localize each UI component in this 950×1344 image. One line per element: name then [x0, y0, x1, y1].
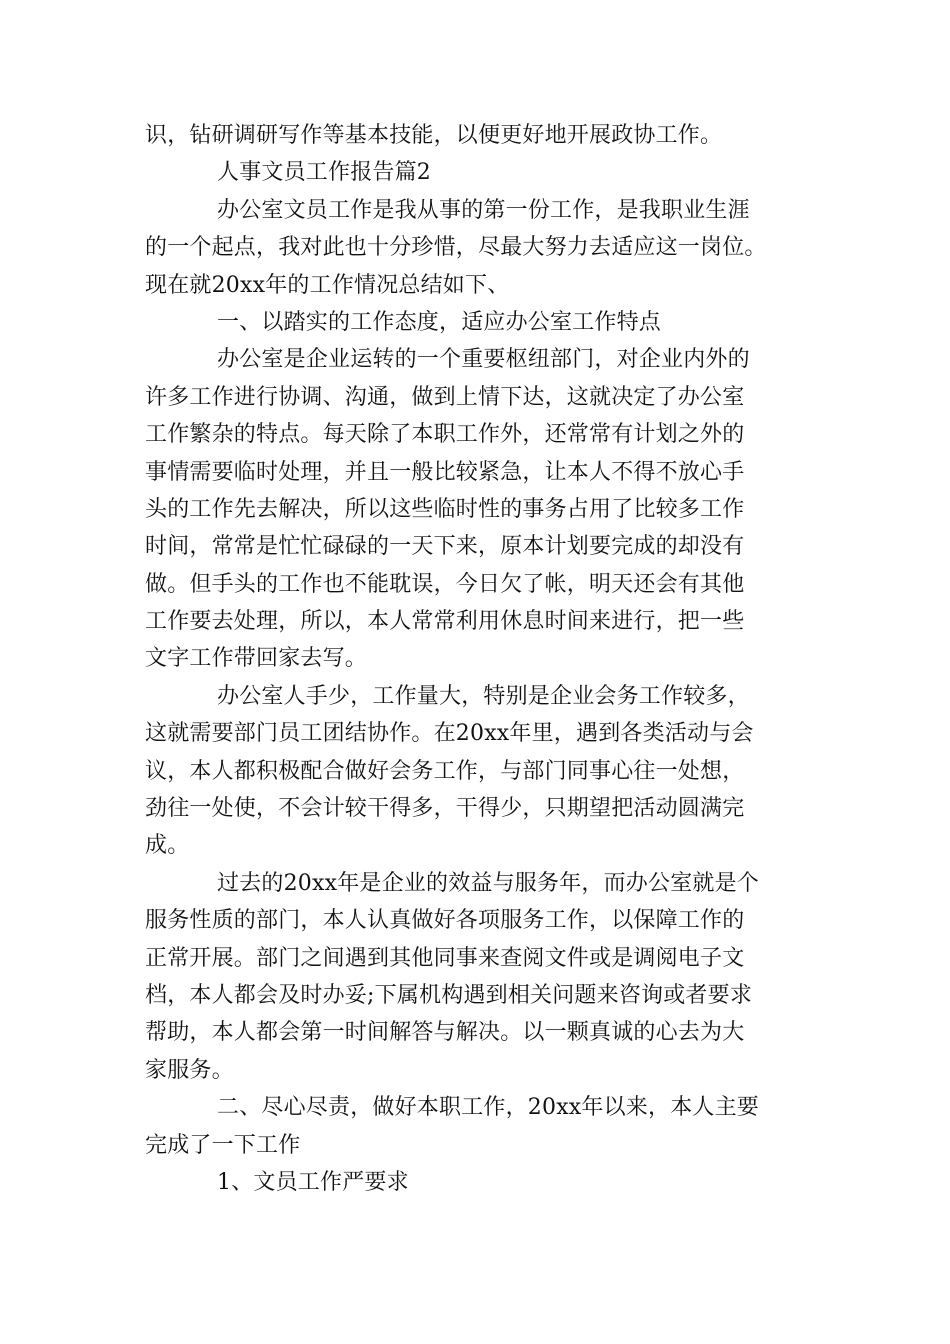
text-line: 时间，常常是忙忙碌碌的一天下来，原本计划要完成的却没有 [145, 534, 745, 560]
text-line: 二、尽心尽责，做好本职工作，20xx年以来，本人主要 [217, 1095, 760, 1121]
text-line: 识，钻研调研写作等基本技能，以便更好地开展政协工作。 [145, 123, 723, 148]
text-line: 的一个起点，我对此也十分珍惜，尽最大努力去适应这一岗位。 [145, 235, 767, 261]
text-line: 文字工作带回家去写。 [145, 646, 368, 672]
text-line: 服务性质的部门，本人认真做好各项服务工作，以保障工作的 [145, 908, 745, 934]
text-line: 事情需要临时处理，并且一般比较紧急，让本人不得不放心手 [145, 459, 745, 485]
text-line: 办公室是企业运转的一个重要枢纽部门，对企业内外的 [217, 347, 750, 373]
text-line: 办公室人手少，工作量大，特别是企业会务工作较多， [217, 683, 750, 709]
text-line: 一、以踏实的工作态度，适应办公室工作特点 [217, 309, 662, 335]
text-line: 议，本人都积极配合做好会务工作，与部门同事心往一处想， [145, 758, 745, 784]
text-line: 做。但手头的工作也不能耽误，今日欠了帐，明天还会有其他 [145, 571, 745, 597]
text-line: 过去的20xx年是企业的效益与服务年，而办公室就是个 [217, 870, 760, 896]
text-line: 完成了一下工作 [145, 1132, 301, 1158]
text-line: 工作要去处理，所以，本人常常利用休息时间来进行，把一些 [145, 609, 745, 635]
text-line: 家服务。 [145, 1057, 234, 1083]
text-line: 劲往一处使，不会计较干得多，干得少，只期望把活动圆满完 [145, 796, 745, 822]
text-line: 这就需要部门员工团结协作。在20xx年里，遇到各类活动与会 [145, 721, 754, 747]
text-line: 正常开展。部门之间遇到其他同事来查阅文件或是调阅电子文 [145, 945, 745, 971]
document-body [145, 117, 805, 1201]
text-line: 许多工作进行协调、沟通，做到上情下达，这就决定了办公室 [145, 384, 745, 410]
text-line: 成。 [145, 833, 190, 859]
text-line: 1、文员工作严要求 [217, 1169, 409, 1195]
text-line: 工作繁杂的特点。每天除了本职工作外，还常常有计划之外的 [145, 422, 745, 448]
text-line: 档，本人都会及时办妥;下属机构遇到相关问题来咨询或者要求 [145, 982, 753, 1008]
text-line: 现在就20xx年的工作情况总结如下、 [145, 272, 510, 298]
text-line: 帮助，本人都会第一时间解答与解决。以一颗真诚的心去为大 [145, 1020, 745, 1046]
text-line: 人事文员工作报告篇2 [217, 160, 431, 186]
text-line: 头的工作先去解决，所以这些临时性的事务占用了比较多工作 [145, 496, 745, 522]
text-line: 办公室文员工作是我从事的第一份工作，是我职业生涯 [217, 197, 750, 223]
